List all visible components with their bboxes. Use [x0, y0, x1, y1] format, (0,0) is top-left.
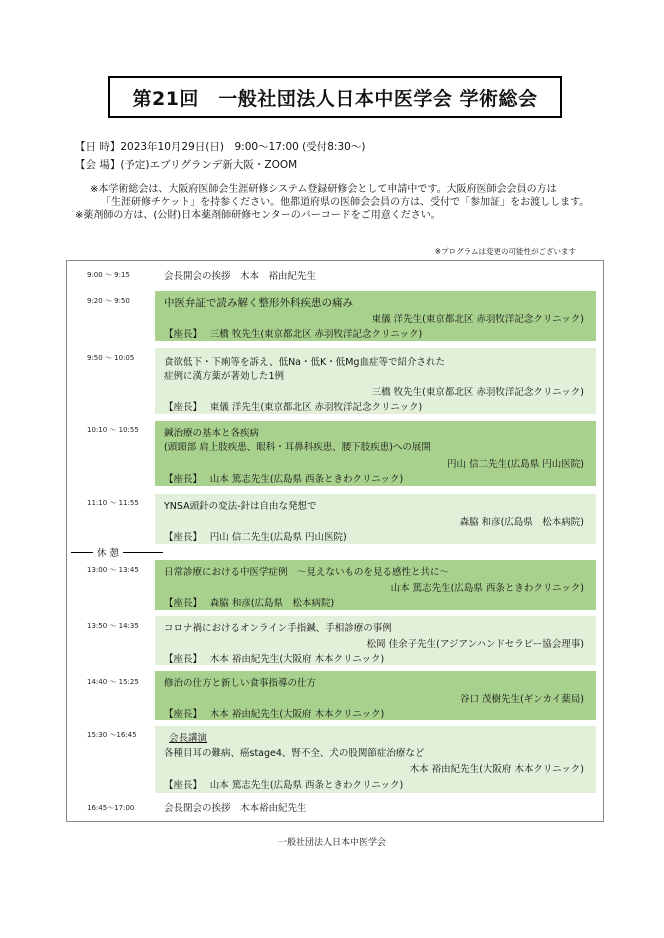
- session-4-chair: [164, 529, 347, 543]
- session-1-time: 9:20 ～ 9:50: [87, 297, 130, 305]
- session-1-speaker: 東儀 洋先生(東京都北区 赤羽牧洋記念クリニック): [371, 314, 584, 325]
- session-5-speaker: 山本 篤志先生(広島県 西条ときわクリニック): [390, 583, 584, 594]
- break-label: [67, 545, 167, 559]
- session-1-chair: [164, 326, 422, 340]
- session-8-heading: 会長講演: [169, 733, 208, 744]
- chair-name: 東儀 洋先生(東京都北区 赤羽牧洋記念クリニック): [209, 402, 423, 413]
- session-2-title-1: 食欲低下・下痢等を訴え、低Na・低K・低Mg血症等で紹介された: [164, 357, 445, 368]
- session-2-chair: [164, 399, 422, 413]
- session-3-title-2: (頭頸部 肩上肢疾患、眼科・耳鼻科疾患、腰下肢疾患)への展開: [164, 442, 431, 453]
- session-6-title: コロナ禍におけるオンライン手指鍼、手相診療の事例: [164, 623, 392, 634]
- session-7-title: 修治の仕方と新しい食事指導の仕方: [164, 678, 317, 689]
- opening-time: 9:00 ～ 9:15: [87, 271, 130, 279]
- session-2-speaker: 三橋 牧先生(東京都北区 赤羽牧洋記念クリニック): [371, 387, 584, 398]
- chair-label: 【座長】: [164, 780, 198, 791]
- closing-text: 会長閉会の挨拶 木本裕由紀先生: [164, 803, 307, 814]
- session-6-time: 13:50 ～ 14:35: [87, 622, 139, 630]
- chair-label: 【座長】: [164, 598, 198, 609]
- session-6-speaker: 松岡 佳余子先生(アジアンハンドセラピー協会理事): [366, 639, 584, 650]
- pharmacist-note: ※薬剤師の方は、(公財)日本薬剤師研修センターのバーコードをご用意ください。: [75, 210, 441, 221]
- chair-name: 山本 篤志先生(広島県 西条ときわクリニック): [209, 780, 404, 791]
- closing-time: 16:45～17:00: [87, 804, 135, 812]
- session-3: [155, 421, 596, 486]
- footer-organization: 一般社団法人日本中医学会: [277, 838, 386, 848]
- session-1-title: 中医弁証で読み解く整形外科疾患の痛み: [164, 297, 353, 309]
- session-8-speaker: 木本 裕由紀先生(大阪府 木本クリニック): [409, 764, 584, 775]
- chair-name: 円山 信二先生(広島県 円山医院): [209, 532, 347, 543]
- chair-name: 木本 裕由紀先生(大阪府 木本クリニック): [209, 654, 385, 665]
- session-4-title: YNSA頭針の変法-針は自由な発想で: [164, 501, 317, 512]
- session-4: [155, 494, 596, 544]
- session-8: [155, 726, 596, 793]
- program-change-note: ※プログラムは変更の可能性がございます: [434, 247, 576, 256]
- chair-label: 【座長】: [164, 402, 198, 413]
- event-venue: 【会 場】(予定)エブリグランデ新大阪・ZOOM: [75, 159, 298, 171]
- chair-name: 木本 裕由紀先生(大阪府 木本クリニック): [209, 709, 385, 720]
- page-title: 第21回 一般社団法人日本中医学会 学術総会: [108, 76, 562, 118]
- chair-name: 三橋 牧先生(東京都北区 赤羽牧洋記念クリニック): [209, 329, 423, 340]
- opening-text: 会長開会の挨拶 木本 裕由紀先生: [164, 271, 317, 282]
- break-text: 休 憩: [97, 548, 120, 559]
- session-4-speaker: 森脇 和彦(広島県 松本病院): [459, 517, 584, 528]
- session-5-chair: [164, 595, 334, 609]
- session-3-chair: [164, 471, 403, 485]
- session-3-time: 10:10 ～ 10:55: [87, 426, 139, 434]
- session-7-time: 14:40 ～ 15:25: [87, 678, 139, 686]
- session-2-time: 9:50 ～ 10:05: [87, 354, 135, 362]
- session-8-title: 各種目耳の難病、癌stage4、腎不全、犬の股関節症治療など: [164, 748, 425, 759]
- chair-label: 【座長】: [164, 532, 198, 543]
- event-date: 【日 時】2023年10月29日(日) 9:00～17:00 (受付8:30～): [75, 141, 366, 153]
- session-3-title-1: 鍼治療の基本と各疾病: [164, 428, 260, 439]
- chair-name: 山本 篤志先生(広島県 西条ときわクリニック): [209, 474, 404, 485]
- session-5-time: 13:00 ～ 13:45: [87, 566, 139, 574]
- chair-name: 森脇 和彦(広島県 松本病院): [209, 598, 335, 609]
- session-7-speaker: 谷口 茂樹先生(ギンカイ薬局): [459, 694, 584, 705]
- chair-label: 【座長】: [164, 709, 198, 720]
- session-5: [155, 560, 596, 610]
- session-4-time: 11:10 ～ 11:55: [87, 499, 139, 507]
- session-8-time: 15:30 ～16:45: [87, 731, 137, 739]
- chair-label: 【座長】: [164, 654, 198, 665]
- session-6: [155, 616, 596, 665]
- session-7: [155, 671, 596, 720]
- session-6-chair: [164, 651, 384, 665]
- session-7-chair: [164, 706, 384, 720]
- session-3-speaker: 円山 信二先生(広島県 円山医院): [447, 459, 584, 470]
- session-1: [155, 291, 596, 341]
- break-line-left: [71, 552, 93, 553]
- session-8-chair: [164, 777, 403, 791]
- cme-note-2: 「生涯研修チケット」を持参ください。他都道府県の医師会会員の方は、受付で「参加証」をお渡しします。: [101, 197, 590, 208]
- session-5-title: 日常診療における中医学症例 ～見えないものを見る感性と共に～: [164, 567, 450, 578]
- break-line-right: [123, 552, 163, 553]
- program-schedule: [66, 260, 604, 822]
- chair-label: 【座長】: [164, 329, 198, 340]
- session-2: [155, 348, 596, 414]
- session-2-title-2: 症例に漢方薬が著効した1例: [164, 371, 285, 382]
- chair-label: 【座長】: [164, 474, 198, 485]
- cme-note-1: ※本学術総会は、大阪府医師会生涯研修システム登録研修会として申請中です。大阪府医師会会員の方は: [90, 184, 557, 195]
